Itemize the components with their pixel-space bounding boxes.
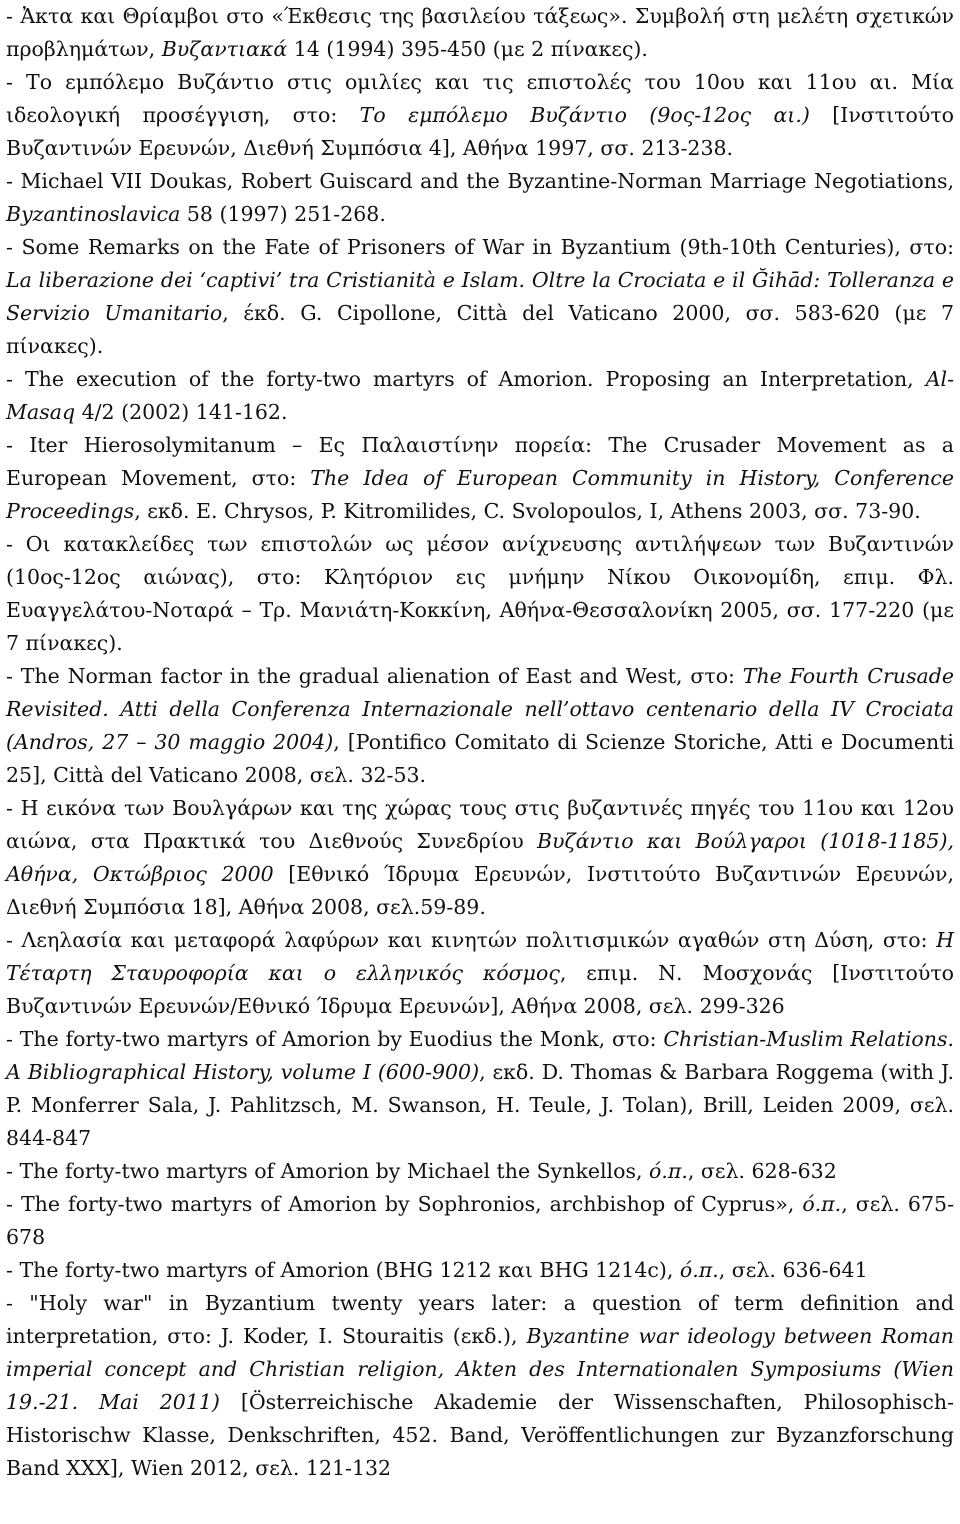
- entry-italic-text: The Fourth Crusade Revisited. Atti della Conferenza Internazionale nell’ottavo centenario della IV Crociata (Andros, 27 – 30 maggio 2004): [6, 664, 954, 754]
- entry-italic-text: ό.π.: [649, 1159, 688, 1183]
- bibliography-entry: [6, 1188, 954, 1254]
- entry-text: - Η εικόνα των Βουλγάρων και της χώρας τους στις βυζαντινές πηγές του 11ου και 12ου αιώνα, στα Πρακτικά του Διεθνούς Συνεδρίου: [6, 796, 954, 853]
- entry-text: 58 (1997) 251-268.: [180, 202, 386, 226]
- bibliography-entry: [6, 792, 954, 924]
- entry-italic-text: ό.π.: [802, 1192, 842, 1216]
- entry-text: 14 (1994) 395-450 (με 2 πίνακες).: [287, 37, 648, 61]
- entry-text: - Οι κατακλείδες των επιστολών ως μέσον ανίχνευσης αντιλήψεων των Βυζαντινών (10ος-12ος αιώνας), στο: Κλητόριον εις μνήμην Νίκου Οικονομίδη, επιμ. Φλ. Ευαγγελάτου-Νοταρά – Τρ. Μανιάτη-Κοκκίνη, Αθήνα-Θεσσαλονίκη 2005, σσ. 177-220 (με 7 πίνακες).: [6, 532, 954, 655]
- bibliography-entry: [6, 363, 954, 429]
- entry-text: , σελ. 636-641: [718, 1258, 868, 1282]
- bibliography-entry: [6, 660, 954, 792]
- entry-text: - Λεηλασία και μεταφορά λαφύρων και κινητών πολιτισμικών αγαθών στη Δύση, στο:: [6, 928, 937, 952]
- bibliography-list: [6, 0, 954, 1485]
- entry-text: 4/2 (2002) 141-162.: [75, 400, 288, 424]
- bibliography-entry: [6, 1287, 954, 1485]
- entry-italic-text: ό.π.: [679, 1258, 719, 1282]
- entry-text: - Iter Hierosolymitanum – Ες Παλαιστίνην πορεία: The Crusader Movement as a European Movement, στο:: [6, 433, 954, 490]
- entry-text: - Ἀκτα και Θρίαμβοι στο «Έκθεσις της βασιλείου τάξεως». Συμβολή στη μελέτη σχετικών προβλημάτων,: [6, 4, 954, 61]
- entry-text: , εκδ. D. Thomas & Barbara Roggema (with J. P. Monferrer Sala, J. Pahlitzsch, M. Swanson, H. Teule, J. Tolan), Brill, Leiden 2009, σελ. 844-847: [6, 1060, 954, 1150]
- bibliography-entry: [6, 528, 954, 660]
- entry-text: - The execution of the forty-two martyrs of Amorion. Proposing an Interpretation,: [6, 367, 926, 391]
- bibliography-entry: [6, 165, 954, 231]
- bibliography-entry: [6, 1254, 954, 1287]
- entry-italic-text: Το εμπόλεμο Βυζάντιο (9ος-12ος αι.): [359, 103, 810, 127]
- entry-text: - The forty-two martyrs of Amorion by Euodius the Monk, στο:: [6, 1027, 664, 1051]
- entry-text: - Some Remarks on the Fate of Prisoners of War in Byzantium (9th-10th Centuries), στο:: [6, 235, 954, 259]
- entry-italic-text: The Idea of European Community in History, Conference Proceedings: [6, 466, 954, 523]
- entry-italic-text: Al-Masaq: [6, 367, 954, 424]
- bibliography-entry: [6, 231, 954, 363]
- entry-text: - Michael VII Doukas, Robert Guiscard and the Byzantine-Norman Marriage Negotiations,: [6, 169, 954, 193]
- entry-italic-text: Byzantinoslavica: [6, 202, 181, 226]
- entry-text: - The Norman factor in the gradual alienation of East and West, στο:: [6, 664, 743, 688]
- entry-text: - The forty-two martyrs of Amorion (BHG 1212 και BHG 1214c),: [6, 1258, 680, 1282]
- entry-text: - "Holy war" in Byzantium twenty years later: a question of term definition and interpretation, στο: J. Koder, I. Stouraitis (εκδ.),: [6, 1291, 954, 1348]
- bibliography-entry: [6, 0, 954, 66]
- entry-text: [Österreichische Akademie der Wissenschaften, Philosophisch-Historischw Klasse, Denkschriften, 452. Band, Veröffentlichungen zur Byzanzforschung Band XXX], Wien 2012, σελ. 121-132: [6, 1390, 954, 1480]
- entry-text: , έκδ. G. Cipollone, Città del Vaticano 2000, σσ. 583-620 (με 7 πίνακες).: [6, 301, 954, 358]
- bibliography-entry: [6, 1155, 954, 1188]
- entry-text: - The forty-two martyrs of Amorion by Sophronios, archbishop of Cyprus»,: [6, 1192, 803, 1216]
- entry-italic-text: Byzantine war ideology between Roman imperial concept and Christian religion, Akten des Internationalen Symposiums (Wien 19.-21. Mai 2011): [6, 1324, 954, 1414]
- entry-italic-text: Christian-Muslim Relations. A Bibliographical History, volume I (600-900): [6, 1027, 954, 1084]
- entry-italic-text: Η Τέταρτη Σταυροφορία και ο ελληνικός κόσμος: [6, 928, 954, 985]
- bibliography-entry: [6, 66, 954, 165]
- entry-text: , εκδ. E. Chrysos, P. Kitromilides, C. Svolopoulos, I, Athens 2003, σσ. 73-90.: [134, 499, 921, 523]
- entry-italic-text: Βυζάντιο και Βούλγαροι (1018-1185), Αθήνα, Οκτώβριος 2000: [6, 829, 954, 886]
- entry-text: , σελ. 675-678: [6, 1192, 954, 1249]
- entry-text: , επιμ. Ν. Μοσχονάς [Ινστιτούτο Βυζαντινών Ερευνών/Εθνικό Ίδρυμα Ερευνών], Αθήνα 2008, σελ. 299-326: [6, 961, 954, 1018]
- entry-text: , [Pontifico Comitato di Scienze Storiche, Atti e Documenti 25], Città del Vaticano 2008, σελ. 32-53.: [6, 730, 954, 787]
- bibliography-entry: [6, 924, 954, 1023]
- entry-text: [Εθνικό Ίδρυμα Ερευνών, Ινστιτούτο Βυζαντινών Ερευνών, Διεθνή Συμπόσια 18], Αθήνα 2008, σελ.59-89.: [6, 862, 954, 919]
- entry-text: [Ινστιτούτο Βυζαντινών Ερευνών, Διεθνή Συμπόσια 4], Αθήνα 1997, σσ. 213-238.: [6, 103, 955, 160]
- entry-italic-text: Βυζαντιακά: [161, 37, 288, 61]
- entry-text: - The forty-two martyrs of Amorion by Michael the Synkellos,: [6, 1159, 650, 1183]
- entry-italic-text: La liberazione dei ‘captivi’ tra Cristianità e Islam. Oltre la Crociata e il Ğihād: Tolleranza e Servizio Umanitario: [6, 268, 954, 325]
- entry-text: , σελ. 628-632: [687, 1159, 837, 1183]
- bibliography-entry: [6, 429, 954, 528]
- bibliography-entry: [6, 1023, 954, 1155]
- entry-text: - Το εμπόλεμο Βυζάντιο στις ομιλίες και τις επιστολές του 10ου και 11ου αι. Μία ιδεολογική προσέγγιση, στο:: [6, 70, 954, 127]
